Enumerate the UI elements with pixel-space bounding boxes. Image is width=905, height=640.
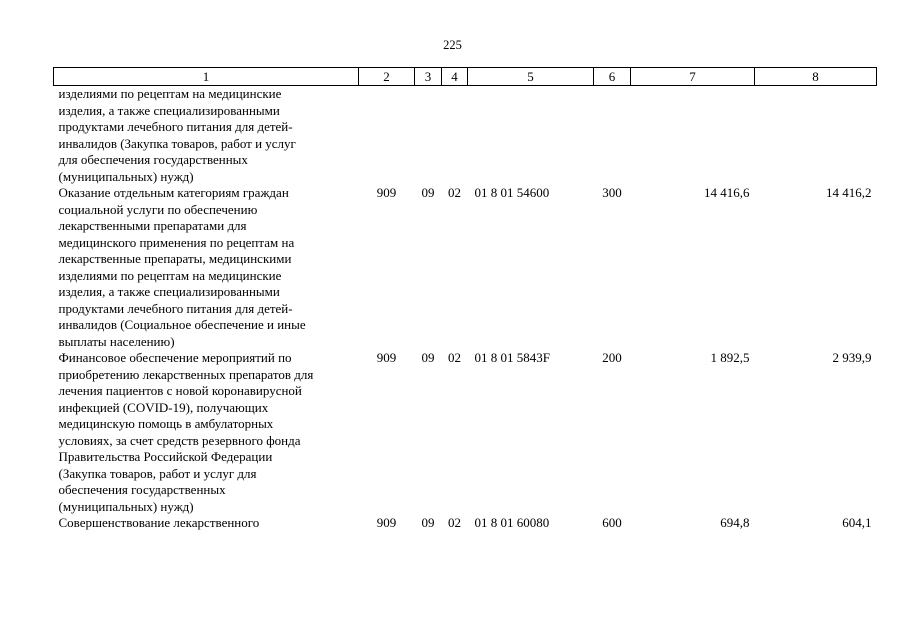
row-name-line: лекарственными препаратами для [58, 218, 247, 233]
amount-year1-cell: 14 416,6 [704, 185, 750, 200]
subsection-code-cell: 02 [448, 185, 461, 200]
expense-type-cell: 200 [602, 350, 622, 365]
row-name-line: (муниципальных) нужд) [58, 168, 194, 184]
row-name-line: Правительства Российской Федерации [58, 449, 273, 464]
row-name-line: продуктами лечебного питания для детей- [58, 119, 293, 134]
row-name-line: изделия, а также специализированными [58, 284, 280, 299]
row-name-line: медицинскую помощь в амбулаторных [58, 416, 274, 431]
expense-type-cell: 600 [602, 515, 622, 530]
row-name-line: Оказание отдельным категориям граждан [58, 185, 289, 200]
row-name-line: изделиями по рецептам на медицинские [58, 267, 282, 283]
amount-year1-cell: 694,8 [720, 515, 750, 530]
target-code-cell: 01 8 01 60080 [474, 515, 550, 530]
row-name-cell [54, 185, 359, 350]
row-name-line: (муниципальных) нужд) [58, 498, 194, 514]
row-name-line: инвалидов (Социальное обеспечение и иные [58, 317, 306, 332]
expense-type-cell [594, 86, 631, 186]
row-name-cell [54, 515, 359, 532]
section-code-cell: 09 [421, 185, 435, 200]
amount-year1-cell: 1 892,5 [710, 350, 750, 365]
row-name-line: приобретению лекарственных препаратов для [58, 366, 314, 382]
section-code-cell: 09 [421, 515, 435, 530]
amount-year2-cell: 14 416,2 [826, 185, 872, 200]
subsection-code-cell [442, 86, 468, 186]
row-name-line: лечения пациентов с новой коронавирусной [58, 383, 302, 398]
table-row [54, 86, 877, 186]
amount-year2-cell [755, 86, 877, 186]
col-header-expense-type: 6 [594, 68, 631, 86]
amount-year2-cell: 604,1 [842, 515, 872, 530]
col-header-amount-year1: 7 [631, 68, 755, 86]
target-code-cell [468, 86, 594, 186]
table-row [54, 185, 877, 350]
col-header-target-code: 5 [468, 68, 594, 86]
table-row [54, 350, 877, 515]
row-name-line: инвалидов (Закупка товаров, работ и услуг [58, 135, 296, 151]
row-name-line: инфекцией (COVID-19), получающих [58, 399, 269, 415]
row-name-line: медицинского применения по рецептам на [58, 234, 295, 250]
admin-code-cell: 909 [376, 515, 397, 530]
col-header-section: 3 [415, 68, 442, 86]
row-name-line: продуктами лечебного питания для детей- [58, 300, 293, 316]
row-name-line: лекарственные препараты, медицинскими [58, 251, 292, 266]
target-code-cell: 01 8 01 5843F [474, 350, 550, 365]
section-code-cell: 09 [421, 350, 435, 365]
admin-code-cell: 909 [376, 185, 397, 200]
row-name-line: условиях, за счет средств резервного фонда [58, 432, 301, 448]
subsection-code-cell: 02 [448, 515, 461, 530]
row-name-line: выплаты населению) [58, 333, 175, 349]
section-code-cell [415, 86, 442, 186]
header-row [54, 68, 877, 86]
col-header-subsection: 4 [442, 68, 468, 86]
expense-type-cell: 300 [602, 185, 622, 200]
col-header-amount-year2: 8 [755, 68, 877, 86]
row-name-line: изделиями по рецептам на медицинские [58, 86, 282, 101]
admin-code-cell [359, 86, 415, 186]
row-name-line: Финансовое обеспечение мероприятий по [58, 350, 292, 365]
row-name-line: Совершенствование лекарственного [58, 515, 260, 530]
row-name-line: изделия, а также специализированными [58, 102, 280, 118]
row-name-cell [54, 86, 359, 186]
amount-year2-cell: 2 939,9 [832, 350, 872, 365]
row-name-line: (Закупка товаров, работ и услуг для [58, 465, 257, 481]
table-row [54, 515, 877, 532]
subsection-code-cell: 02 [448, 350, 461, 365]
budget-table [53, 67, 877, 532]
admin-code-cell: 909 [376, 350, 397, 365]
row-name-cell [54, 350, 359, 515]
table-body [54, 86, 877, 532]
col-header-name: 1 [54, 68, 359, 86]
row-name-line: социальной услуги по обеспечению [58, 201, 258, 217]
row-name-line: обеспечения государственных [58, 482, 226, 497]
page-number: 225 [443, 38, 462, 52]
amount-year1-cell [631, 86, 755, 186]
target-code-cell: 01 8 01 54600 [474, 185, 550, 200]
row-name-line: для обеспечения государственных [58, 152, 248, 167]
col-header-admin: 2 [359, 68, 415, 86]
